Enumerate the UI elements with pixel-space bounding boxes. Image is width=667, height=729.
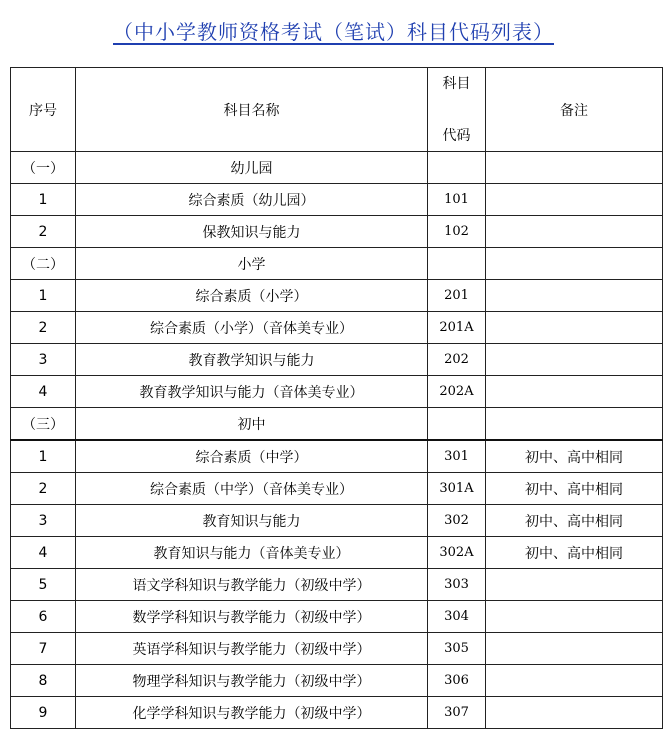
row-subject-name: 教育知识与能力（音体美专业）	[76, 537, 428, 569]
table-row	[11, 569, 663, 601]
row-index: 6	[11, 601, 76, 633]
header-subject-name: 科目名称	[76, 68, 428, 152]
row-note: 初中、高中相同	[486, 505, 663, 537]
row-index: 7	[11, 633, 76, 665]
row-subject-code: 304	[428, 601, 486, 633]
header-note: 备注	[486, 68, 663, 152]
row-subject-name: 教育教学知识与能力	[76, 344, 428, 376]
row-subject-code: 201	[428, 280, 486, 312]
row-subject-name: 教育教学知识与能力（音体美专业）	[76, 376, 428, 408]
row-subject-name: 综合素质（中学）	[76, 440, 428, 473]
row-subject-name: 数学学科知识与教学能力（初级中学）	[76, 601, 428, 633]
table-row	[11, 633, 663, 665]
row-index: 8	[11, 665, 76, 697]
row-subject-name: 初中	[76, 408, 428, 441]
table-row	[11, 697, 663, 729]
table-row	[11, 505, 663, 537]
row-subject-name: 保教知识与能力	[76, 216, 428, 248]
header-subject-code	[428, 68, 486, 152]
header-code-line1: 科目	[442, 75, 471, 92]
row-index: 2	[11, 473, 76, 505]
row-index: 4	[11, 537, 76, 569]
table-row	[11, 312, 663, 344]
row-note	[486, 312, 663, 344]
row-index: 3	[11, 344, 76, 376]
row-note: 初中、高中相同	[486, 440, 663, 473]
document-title	[0, 16, 667, 45]
table-row	[11, 537, 663, 569]
table-row	[11, 248, 663, 280]
row-index: 1	[11, 440, 76, 473]
header-index: 序号	[11, 68, 76, 152]
table-row	[11, 152, 663, 184]
row-subject-name: 语文学科知识与教学能力（初级中学）	[76, 569, 428, 601]
row-subject-name: 英语学科知识与教学能力（初级中学）	[76, 633, 428, 665]
row-index: 1	[11, 280, 76, 312]
row-index: 4	[11, 376, 76, 408]
row-index: （一）	[11, 152, 76, 184]
row-index: 5	[11, 569, 76, 601]
row-subject-code	[428, 248, 486, 280]
row-subject-name: 化学学科知识与教学能力（初级中学）	[76, 697, 428, 729]
row-subject-code: 101	[428, 184, 486, 216]
row-subject-code	[428, 152, 486, 184]
row-subject-code: 102	[428, 216, 486, 248]
row-index: 2	[11, 312, 76, 344]
table-row	[11, 344, 663, 376]
row-note	[486, 697, 663, 729]
row-subject-name: 幼儿园	[76, 152, 428, 184]
row-subject-code: 307	[428, 697, 486, 729]
header-code-line2: 代码	[442, 127, 471, 144]
row-subject-name: 综合素质（中学）（音体美专业）	[76, 473, 428, 505]
row-note	[486, 601, 663, 633]
table-row	[11, 473, 663, 505]
row-subject-code: 202	[428, 344, 486, 376]
table-row	[11, 376, 663, 408]
document-title-text: （中小学教师资格考试（笔试）科目代码列表）	[113, 20, 554, 44]
row-subject-name: 物理学科知识与教学能力（初级中学）	[76, 665, 428, 697]
row-index: （二）	[11, 248, 76, 280]
row-note	[486, 376, 663, 408]
row-note	[486, 344, 663, 376]
row-note	[486, 633, 663, 665]
table-row	[11, 665, 663, 697]
row-index: 2	[11, 216, 76, 248]
row-subject-code: 301	[428, 440, 486, 473]
row-note: 初中、高中相同	[486, 473, 663, 505]
row-note	[486, 184, 663, 216]
row-note: 初中、高中相同	[486, 537, 663, 569]
row-note	[486, 152, 663, 184]
row-subject-code: 302	[428, 505, 486, 537]
row-subject-code: 303	[428, 569, 486, 601]
table-row	[11, 216, 663, 248]
row-subject-code: 202A	[428, 376, 486, 408]
row-subject-code: 201A	[428, 312, 486, 344]
row-subject-code: 305	[428, 633, 486, 665]
table-row	[11, 601, 663, 633]
table-header-row	[11, 68, 663, 152]
row-note	[486, 280, 663, 312]
row-index: （三）	[11, 408, 76, 441]
subject-code-table	[10, 67, 663, 729]
row-note	[486, 665, 663, 697]
row-note	[486, 569, 663, 601]
row-subject-code: 302A	[428, 537, 486, 569]
table-row	[11, 408, 663, 441]
row-subject-code	[428, 408, 486, 441]
row-note	[486, 216, 663, 248]
row-note	[486, 408, 663, 441]
row-subject-name: 教育知识与能力	[76, 505, 428, 537]
row-note	[486, 248, 663, 280]
row-subject-name: 综合素质（幼儿园）	[76, 184, 428, 216]
table-row	[11, 184, 663, 216]
table-row	[11, 280, 663, 312]
row-index: 3	[11, 505, 76, 537]
row-subject-code: 306	[428, 665, 486, 697]
row-subject-name: 综合素质（小学）	[76, 280, 428, 312]
row-index: 1	[11, 184, 76, 216]
row-index: 9	[11, 697, 76, 729]
table-row	[11, 440, 663, 473]
row-subject-name: 综合素质（小学）（音体美专业）	[76, 312, 428, 344]
row-subject-name: 小学	[76, 248, 428, 280]
row-subject-code: 301A	[428, 473, 486, 505]
